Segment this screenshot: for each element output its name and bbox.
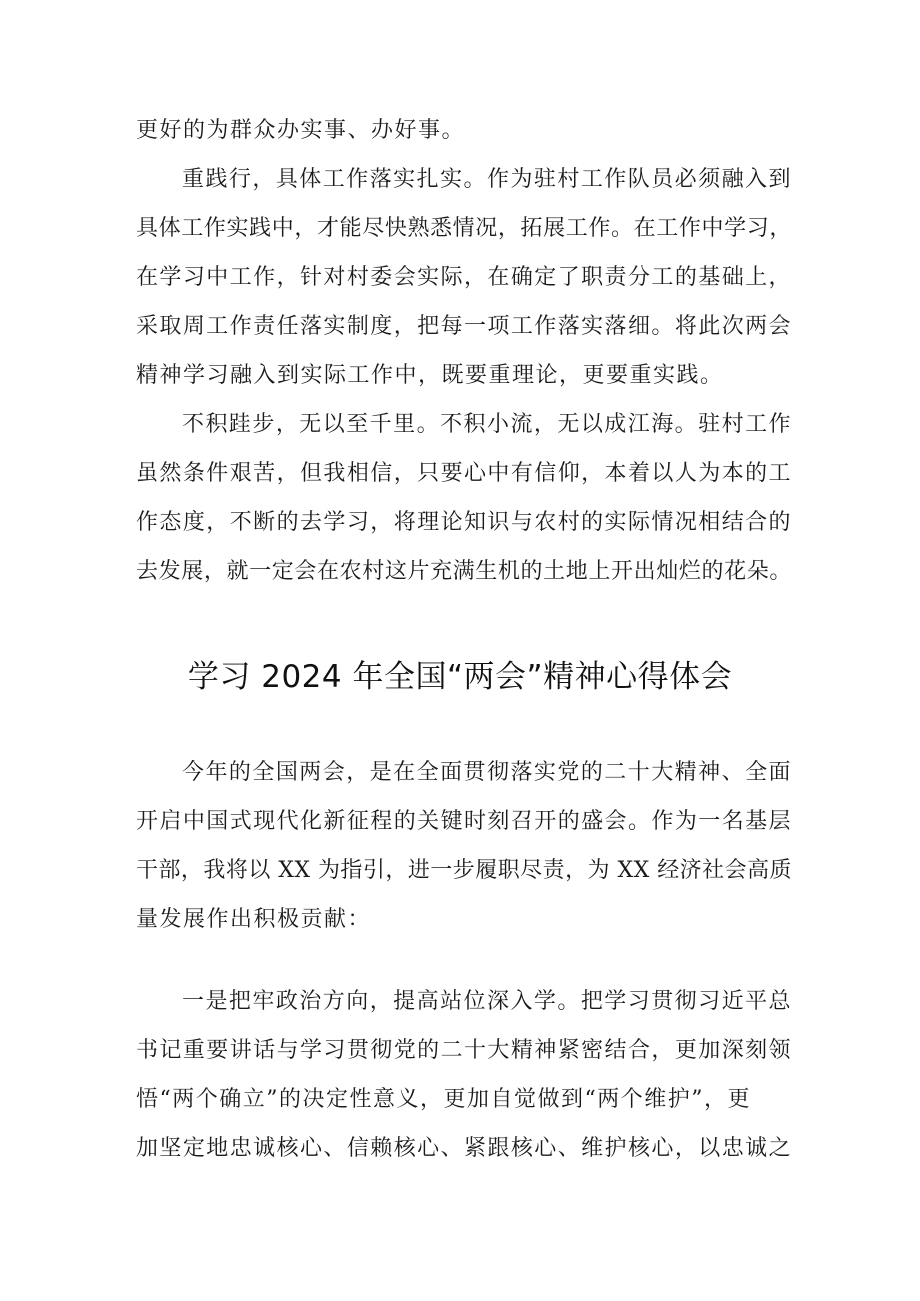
text-line: 采取周工作责任落实制度，把每一项工作落实落细。将此次两会 [136,314,792,339]
text-line: 量发展作出积极贡献： [136,907,372,932]
text-line: 干部，我将以 XX 为指引，进一步履职尽责，为 XX 经济社会高质 [136,858,792,883]
text-line: 加坚定地忠诚核心、信赖核心、紧跟核心、维护核心，以忠诚之 [136,1136,792,1161]
text-line: 悟“两个确立”的决定性意义，更加自觉做到“两个维护”，更 [136,1087,751,1112]
text-line: 今年的全国两会，是在全面贯彻落实党的二十大精神、全面 [182,760,792,785]
text-line: 虽然条件艰苦，但我相信，只要心中有信仰，本着以人为本的工 [136,461,792,486]
text-line: 重践行，具体工作落实扎实。作为驻村工作队员必须融入到 [182,167,792,192]
text-line: 书记重要讲话与学习贯彻党的二十大精神紧密结合，更加深刻领 [136,1038,792,1063]
section-title: 学习 2024 年全国“两会”精神心得体会 [187,659,733,695]
text-line: 一是把牢政治方向，提高站位深入学。把学习贯彻习近平总 [182,989,792,1014]
text-line: 不积跬步，无以至千里。不积小流，无以成江海。驻村工作 [182,412,792,437]
text-line: 去发展，就一定会在农村这片充满生机的土地上开出灿烂的花朵。 [136,559,792,584]
text-line: 开启中国式现代化新征程的关键时刻召开的盛会。作为一名基层 [136,809,792,834]
text-line: 更好的为群众办实事、办好事。 [136,118,466,143]
text-line: 精神学习融入到实际工作中，既要重理论，更要重实践。 [136,363,724,388]
text-line: 在学习中工作，针对村委会实际，在确定了职责分工的基础上， [136,265,792,290]
text-line: 具体工作实践中，才能尽快熟悉情况，拓展工作。在工作中学习， [136,216,792,241]
text-line: 作态度，不断的去学习，将理论知识与农村的实际情况相结合的 [136,510,792,535]
